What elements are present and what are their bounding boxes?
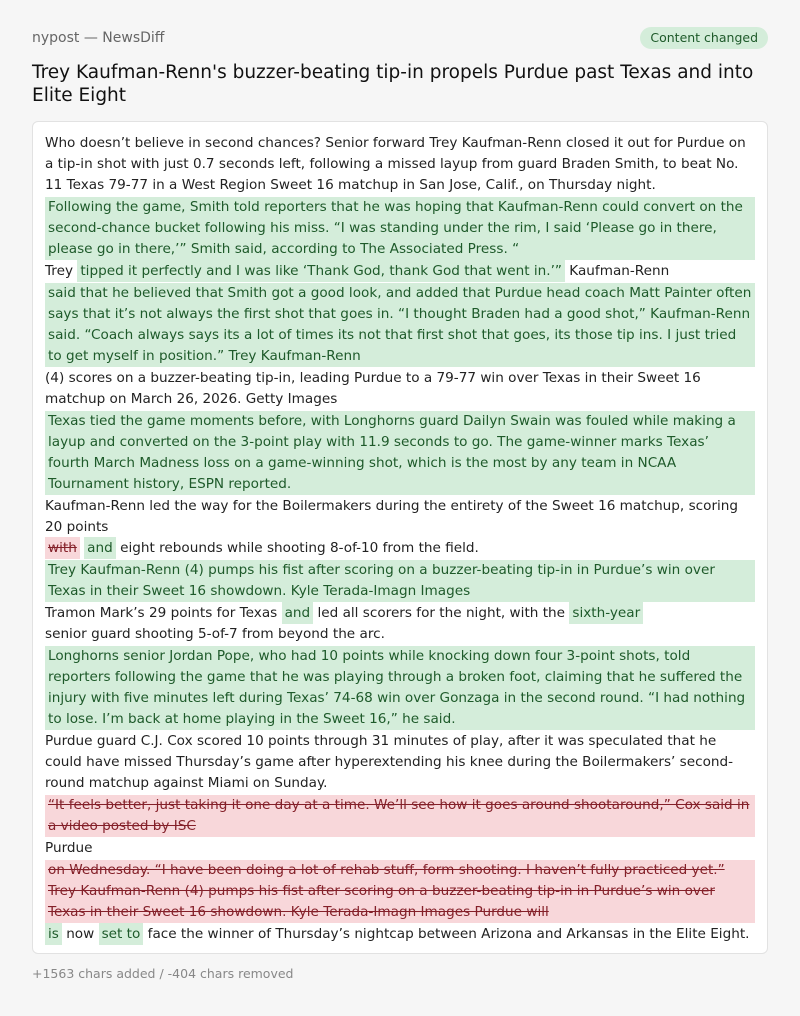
diff-added-text: set to	[99, 923, 144, 945]
diff-unchanged-text: Purdue	[45, 840, 93, 856]
page-title: Trey Kaufman-Renn's buzzer-beating tip-in propels Purdue past Texas and into Elite Eight	[32, 62, 754, 106]
diff-added-text: and	[84, 537, 116, 559]
diff-unchanged-text: eight rebounds while shooting 8-of-10 from the field.	[120, 540, 479, 556]
diff-added-text: tipped it perfectly and I was like ‘Thank God, thank God that went in.’”	[77, 260, 565, 282]
diff-unchanged-text: now	[66, 926, 95, 942]
diff-added-text: is	[45, 923, 62, 945]
diff-mixed-line	[45, 603, 755, 624]
diff-removed-text: with	[45, 537, 80, 559]
diff-added-text: said that he believed that Smith got a good look, and added that Purdue head coach Matt Painter often says that it’s not always the first shot that goes in. “I thought Braden had a good shot,” Kaufman-Renn said. “Coach always says its a lot of times its not that first shot that goes, its those tip ins. I just tried to get myself in position.” Trey Kaufman-Renn	[45, 283, 755, 367]
diff-removed-text: on Wednesday. “I have been doing a lot of rehab stuff, form shooting. I haven’t fully practiced yet.” Trey Kaufman-Renn (4) pumps his fist after scoring on a buzzer-beating tip-in in Purdue’s win over Texas in their Sweet 16 showdown. Kyle Terada-Imagn Images Purdue will	[45, 860, 755, 923]
status-badge: Content changed	[640, 27, 768, 49]
diff-unchanged-text: Trey	[45, 263, 74, 279]
diff-unchanged-text: Purdue guard C.J. Cox scored 10 points through 31 minutes of play, after it was speculated that he could have missed Thursday’s game after hyperextending his knee during the Boilermakers’ second-round matchup against Miami on Sunday.	[45, 733, 734, 791]
diff-added-text: Trey Kaufman-Renn (4) pumps his fist after scoring on a buzzer-beating tip-in in Purdue’s win over Texas in their Sweet 16 showdown. Kyle Terada-Imagn Images	[45, 560, 755, 602]
diff-mixed-line	[45, 538, 755, 559]
diff-added-text: and	[282, 602, 314, 624]
diff-added-text: Following the game, Smith told reporters that he was hoping that Kaufman-Renn could convert on the second-chance bucket following his miss. “I was standing under the rim, I said ‘Please go in there, please go in there,’” Smith said, according to The Associated Press. “	[45, 197, 755, 260]
diff-panel	[32, 121, 768, 954]
diff-mixed-line	[45, 261, 755, 282]
diff-added-text: sixth-year	[569, 602, 643, 624]
diff-unchanged-text: face the winner of Thursday’s nightcap between Arizona and Arkansas in the Elite Eight.	[147, 926, 750, 942]
diff-unchanged-text: senior guard shooting 5-of-7 from beyond the arc.	[45, 626, 385, 642]
diff-removed-text: “It feels better, just taking it one day at a time. We’ll see how it goes around shootaround,” Cox said in a video posted by ISC	[45, 795, 755, 837]
diff-mixed-line	[45, 924, 755, 945]
diff-unchanged-text: Kaufman-Renn led the way for the Boilermakers during the entirety of the Sweet 16 matchup, scoring 20 points	[45, 498, 739, 535]
source-label: nypost — NewsDiff	[32, 30, 165, 46]
diff-added-text: Texas tied the game moments before, with Longhorns guard Dailyn Swain was fouled while making a layup and converted on the 3-point play with 11.9 seconds to go. The game-winner marks Texas’ fourth March Madness loss on a game-winning shot, which is the most by any team in NCAA Tournament history, ESPN reported.	[45, 411, 755, 495]
diff-unchanged-text: led all scorers for the night, with the	[317, 605, 566, 621]
header	[32, 0, 768, 49]
diff-added-text: Longhorns senior Jordan Pope, who had 10 points while knocking down four 3-point shots, told reporters following the game that he was playing through a broken foot, claiming that he suffered the injury with five minutes left during Texas’ 74-68 win over Gonzaga in the second round. “I had nothing to lose. I’m back at home playing in the Sweet 16,” he said.	[45, 646, 755, 730]
diff-unchanged-text: Kaufman-Renn	[569, 263, 670, 279]
diff-unchanged-text: Tramon Mark’s 29 points for Texas	[45, 605, 278, 621]
diff-unchanged-text: Who doesn’t believe in second chances? Senior forward Trey Kaufman-Renn closed it out for Purdue on a tip-in shot with just 0.7 seconds left, following a missed layup from guard Braden Smith, to beat No. 11 Texas 79-77 in a West Region Sweet 16 matchup in San Jose, Calif., on Thursday night.	[45, 135, 746, 193]
diff-summary: +1563 chars added / -404 chars removed	[32, 966, 294, 981]
diff-unchanged-text: (4) scores on a buzzer-beating tip-in, leading Purdue to a 79-77 win over Texas in their Sweet 16 matchup on March 26, 2026. Getty Images	[45, 370, 701, 407]
